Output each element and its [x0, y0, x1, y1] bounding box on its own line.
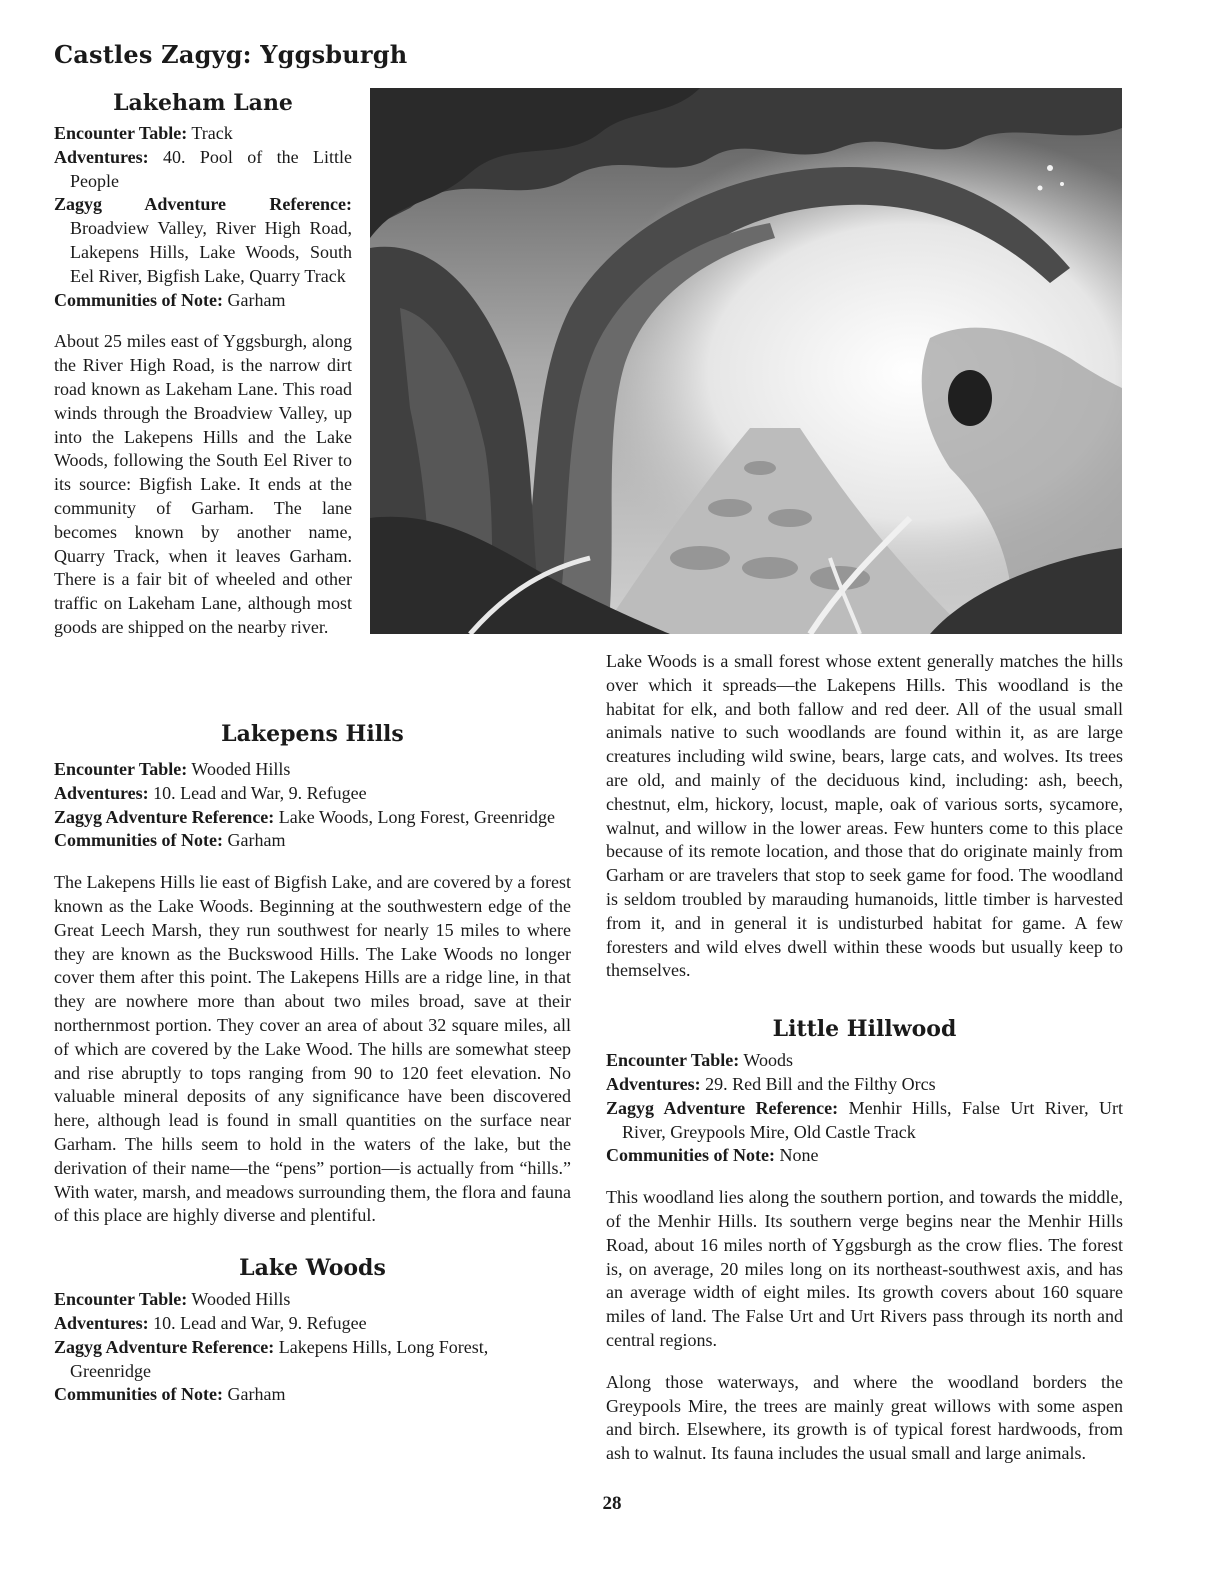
communities-line	[54, 1383, 571, 1407]
meta-value: 29. Red Bill and the Filthy Orcs	[705, 1073, 936, 1094]
meta-label: Zagyg Adventure Reference:	[54, 806, 275, 827]
meta-value: Track	[191, 123, 233, 143]
section-title: Little Hillwood	[772, 1016, 957, 1043]
meta-value: 40. Pool of the Little People	[70, 146, 353, 191]
meta-label: Zagyg Adventure Reference:	[54, 1336, 275, 1357]
adventures-line	[54, 782, 571, 806]
meta-label: Communities of Note:	[54, 830, 223, 851]
meta-label: Encounter Table:	[54, 759, 188, 779]
adventure-reference-line	[606, 1097, 1123, 1145]
encounter-table-line	[54, 1288, 571, 1312]
meta-label: Encounter Table:	[54, 1289, 188, 1310]
meta-value: Woods	[743, 1050, 793, 1071]
right-column	[606, 650, 1123, 1466]
body-paragraph: About 25 miles east of Yggsburgh, along the River High Road, is the narrow dirt road known as Lakeham Lane. This road winds through the Broadview Valley, up into the Lakepens Hills and the Lake Woods, following the South Eel River to its source: Bigfish Lake. It ends at the community of Garham. The lane becomes known by another name, Quarry Track, when it leaves Garham. There is a fair bit of wheeled and other traffic on Lakeham Lane, although most goods are shipped on the nearby river.	[54, 331, 352, 637]
meta-value: Broadview Valley, River High Road, Lakepens Hills, Lake Woods, South Eel River, Bigfish Lake, Quarry Track	[70, 218, 352, 286]
meta-label: Communities of Note:	[54, 289, 223, 310]
adventure-reference-line	[54, 1336, 550, 1384]
lakeham-lane-section	[54, 89, 352, 640]
body-paragraph: The Lakepens Hills lie east of Bigfish Lake, and are covered by a forest known as the Lake Woods. Beginning at the southwestern edge of the Great Leech Marsh, they run southwest for nearly 15 miles to where they are known as the Buckswood Hills. The Lake Woods no longer cover them after this point. The Lakepens Hills are a ridge line, in that they are nowhere more than about two miles broad, save at their northernmost portion. They cover an area of about 32 square miles, all of which are covered by the Lake Wood. The hills are somewhat steep and rise abruptly to tops ranging from 90 to 120 feet elevation. No valuable mineral deposits of any significance have been discovered here, although lead is found in small quantities on the surface near Garham. The hills seem to hold in the waters of the lake, but the derivation of their name—the “pens” portion—is actually from “hills.” With water, marsh, and meadows surrounding them, the flora and fauna of this place are highly diverse and plentiful.	[54, 872, 571, 1226]
forest-lane-illustration	[370, 88, 1122, 634]
meta-label: Zagyg Adventure Reference:	[606, 1097, 839, 1118]
meta-label: Adventures:	[606, 1073, 701, 1094]
body-paragraph: Lake Woods is a small forest whose extent generally matches the hills over which it spreads—the Lakepens Hills. This woodland is the habitat for elk, and both fallow and red deer. All of the usual small animals native to such woodlands are found within it, as are large creatures including wild swine, bears, large cats, and wolves. Its trees are old, and mainly of the deciduous kind, including: ash, beech, chestnut, elm, hickory, locust, maple, oak of various sorts, sycamore, walnut, and willow in the lower areas. Few hunters come to this place because of its remote location, and those that do originate mainly from Garham or are travelers that stop to seek game for food. The woodland is seldom troubled by marauding humanoids, little timber is harvested from it, and in general it is undisturbed habitat for game. A few foresters and wild elves dwell within these woods but usually keep to themselves.	[606, 651, 1123, 981]
meta-label: Communities of Note:	[54, 1384, 223, 1405]
meta-value: Garham	[227, 1384, 286, 1405]
section-title: Lake Woods	[239, 1255, 386, 1282]
meta-value: None	[779, 1145, 819, 1166]
meta-value: 10. Lead and War, 9. Refugee	[153, 782, 367, 803]
adventures-line	[606, 1073, 1123, 1097]
meta-value: Garham	[227, 289, 286, 310]
meta-value: Wooded Hills	[191, 1289, 291, 1310]
meta-label: Adventures:	[54, 782, 149, 803]
meta-label: Adventures:	[54, 1312, 149, 1333]
meta-value: Menhir Hills, False Urt River, Urt River, Greypools Mire, Old Castle Track	[622, 1097, 1124, 1142]
section-title: Lakeham Lane	[113, 90, 293, 116]
meta-value: Lakepens Hills, Long Forest, Greenridge	[70, 1336, 489, 1381]
meta-label: Encounter Table:	[54, 123, 188, 143]
body-paragraph: Along those waterways, and where the woodland borders the Greypools Mire, the trees are mainly great willows with some aspen and birch. Elsewhere, its growth is of typical forest hardwoods, from ash to walnut. Its fauna includes the usual small and large animals.	[606, 1371, 1123, 1464]
meta-label: Adventures:	[54, 146, 149, 167]
meta-value: Lake Woods, Long Forest, Greenridge	[278, 806, 555, 827]
adventure-reference-line	[54, 806, 571, 830]
meta-value: Wooded Hills	[191, 759, 291, 779]
meta-label: Zagyg Adventure Reference:	[54, 194, 352, 215]
communities-line	[606, 1144, 1123, 1168]
communities-line	[54, 829, 571, 853]
meta-label: Communities of Note:	[606, 1145, 775, 1166]
lakepens-hills-section	[54, 720, 571, 1407]
meta-label: Encounter Table:	[606, 1050, 740, 1071]
page-header: Castles Zagyg: Yggsburgh	[54, 40, 408, 69]
body-paragraph: This woodland lies along the southern portion, and towards the middle, of the Menhir Hills. Its southern verge begins near the Menhir Hills Road, about 16 miles north of Yggsburgh as the crow flies. The forest is, on average, 20 miles long on its northeast-southwest axis, and has an average width of eight miles. Its growth covers about 160 square miles of land. The False Urt and Urt Rivers pass through its north and central regions.	[606, 1187, 1123, 1350]
section-title: Lakepens Hills	[221, 721, 404, 747]
lake-woods-meta	[54, 1288, 571, 1407]
meta-value: 10. Lead and War, 9. Refugee	[153, 1312, 367, 1333]
encounter-table-line	[54, 122, 352, 146]
adventure-reference-line	[54, 193, 352, 288]
meta-value: Garham	[227, 830, 286, 851]
adventures-line	[54, 146, 352, 194]
adventures-line	[54, 1312, 571, 1336]
encounter-table-line	[606, 1049, 1123, 1073]
page-number: 28	[602, 1493, 622, 1514]
communities-line	[54, 289, 352, 313]
encounter-table-line	[54, 758, 571, 782]
